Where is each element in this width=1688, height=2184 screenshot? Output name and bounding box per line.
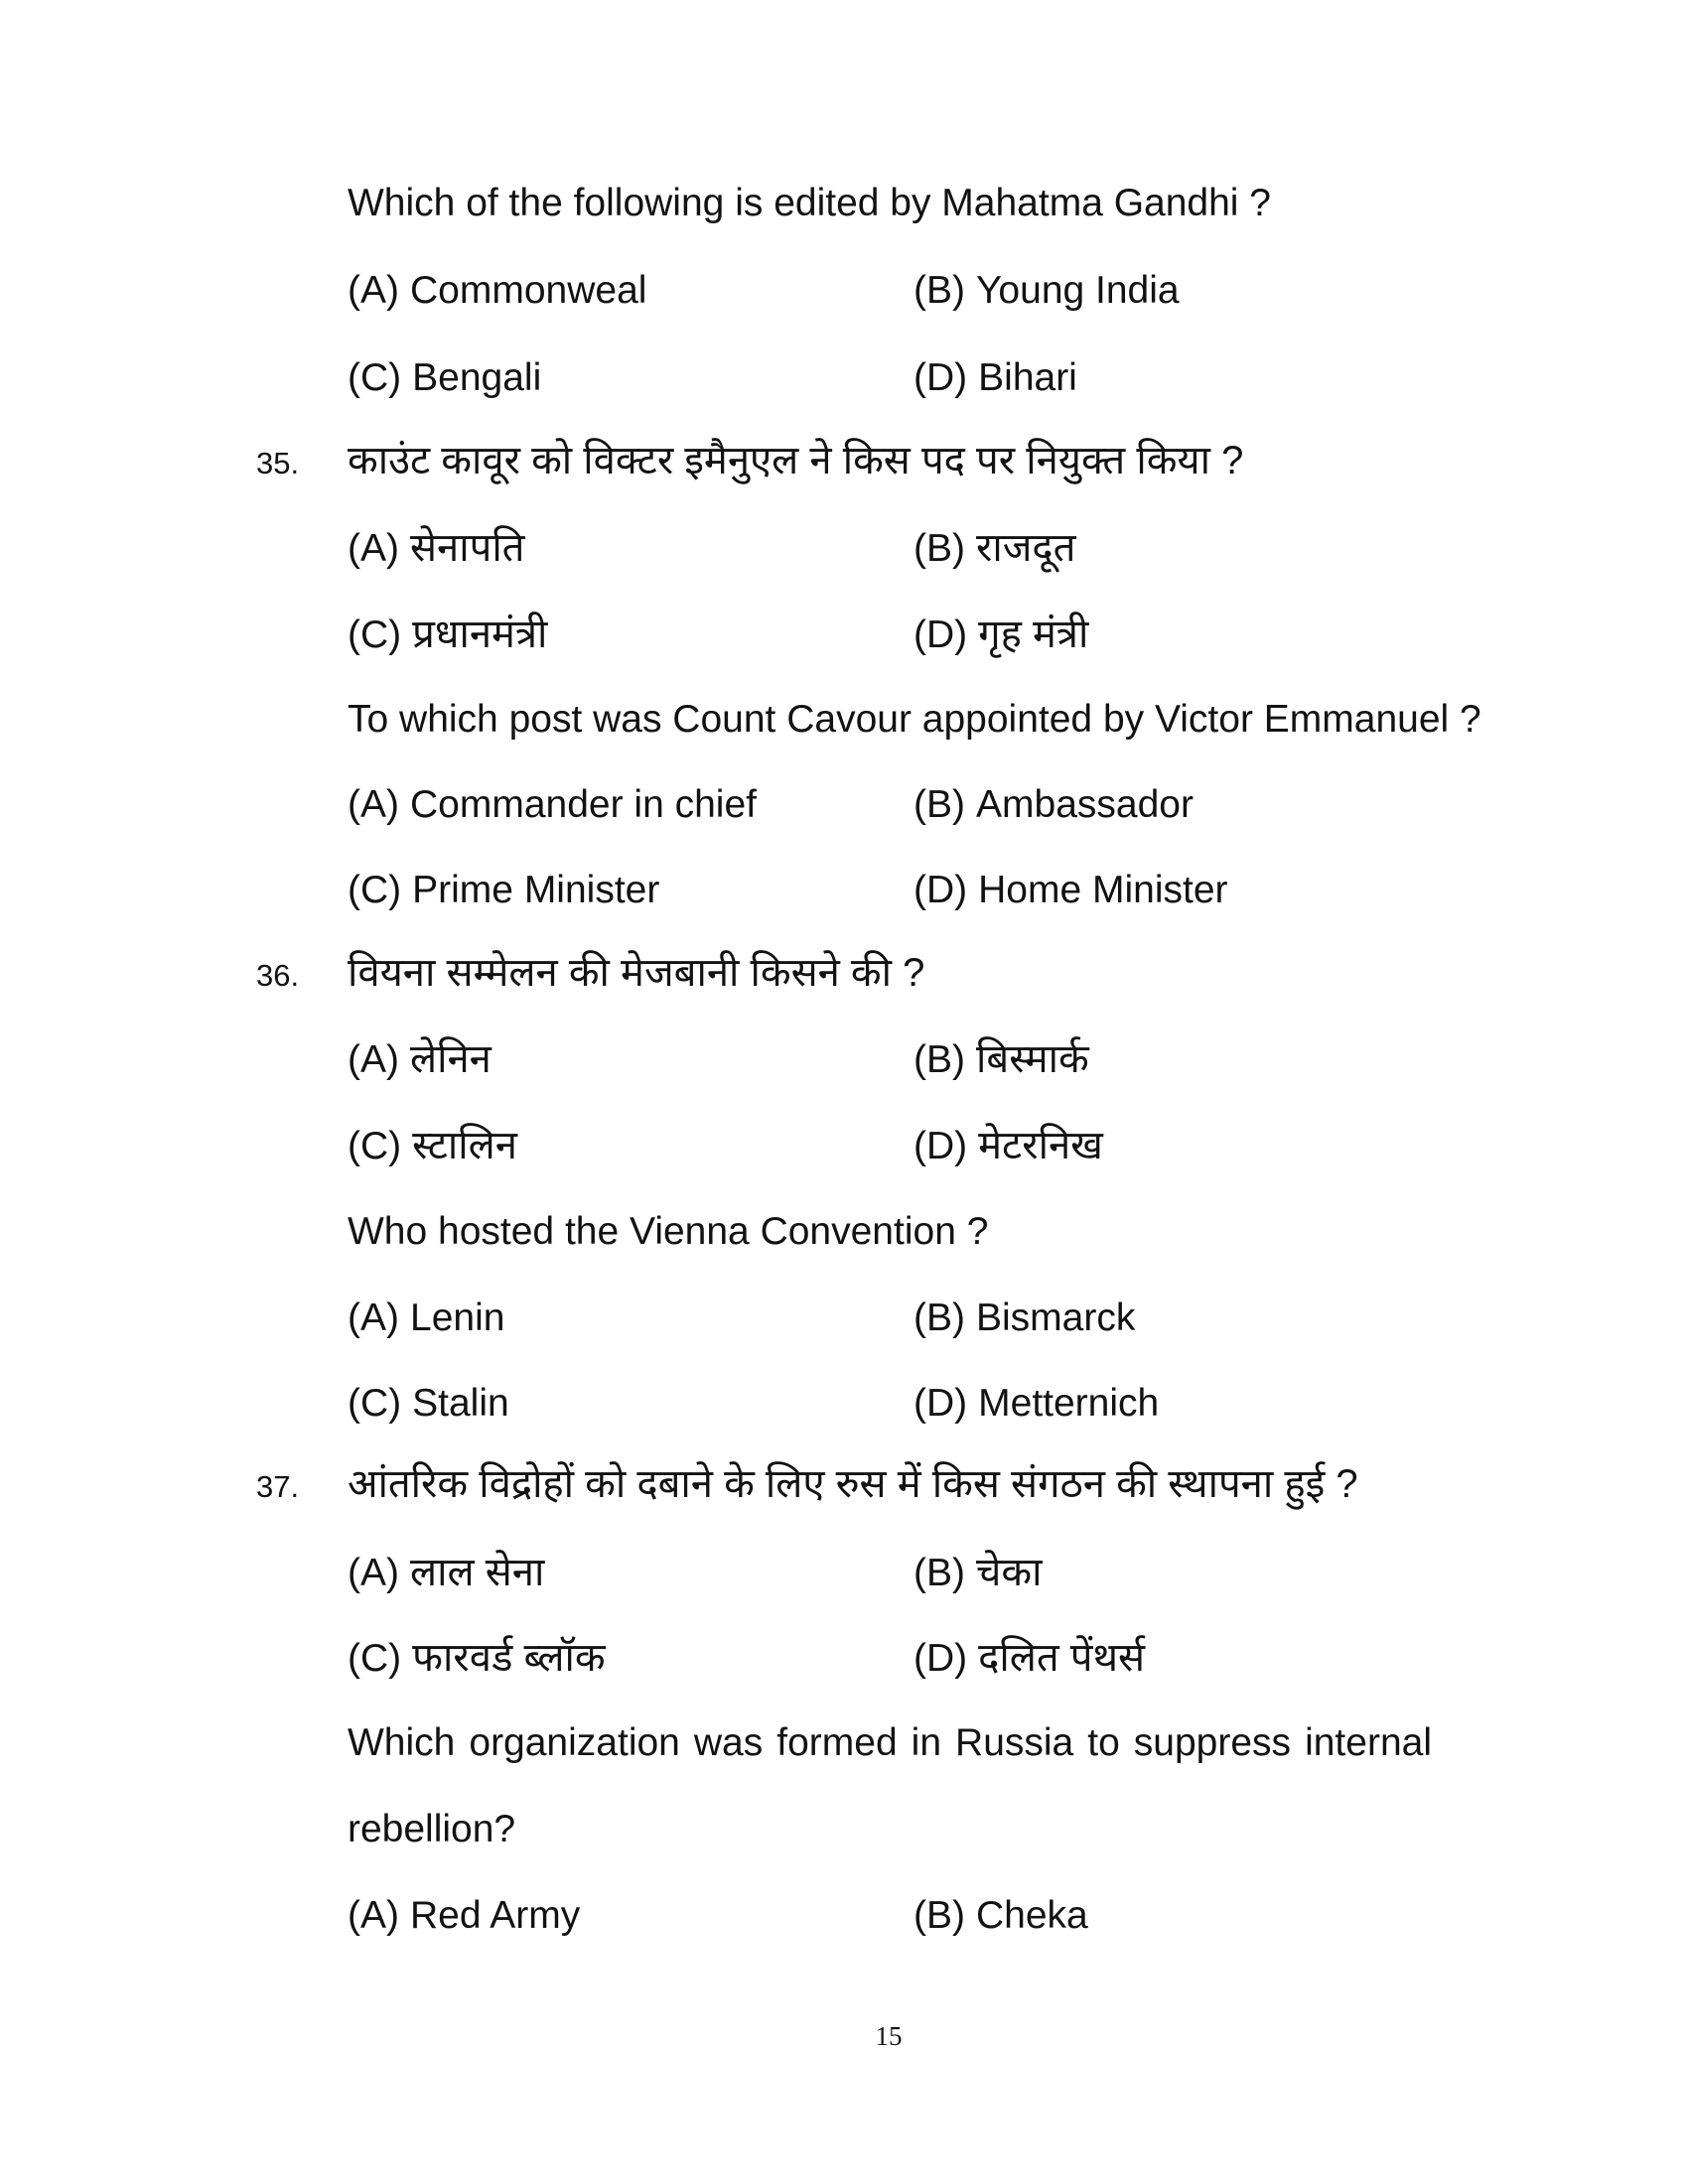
option-text: फारवर्ड ब्लॉक: [412, 1636, 606, 1680]
option-text: Cheka: [976, 1894, 1088, 1937]
option-b: [914, 1894, 1088, 1939]
option-label: (C): [348, 356, 402, 399]
option-label: (D): [914, 1382, 968, 1425]
question-text-hindi: काउंट कावूर को विक्टर इमैनुएल ने किस पद पर नियुक्त किया ?: [348, 439, 1244, 482]
option-label: (B): [914, 1038, 965, 1081]
option-c: [348, 1635, 606, 1682]
option-d: [914, 1635, 1145, 1682]
option-text: प्रधानमंत्री: [412, 613, 548, 656]
option-label: (C): [348, 869, 402, 911]
option-b: [914, 783, 1194, 828]
page-number: 15: [875, 2021, 903, 2051]
option-text: Bismarck: [976, 1297, 1136, 1339]
option-label: (C): [348, 614, 402, 656]
option-label: (A): [348, 1038, 399, 1081]
option-text: Metternich: [978, 1382, 1160, 1425]
option-b: [914, 1297, 1135, 1341]
option-c: [348, 356, 541, 401]
option-text: सेनापति: [410, 526, 525, 570]
question-text-hindi: आंतरिक विद्रोहों को दबाने के लिए रुस में किस संगठन की स्थापना हुई ?: [348, 1462, 1358, 1506]
option-d: [914, 612, 1088, 658]
option-label: (D): [914, 614, 968, 656]
option-text: Commander in chief: [410, 783, 757, 826]
option-text: राजदूत: [976, 526, 1076, 570]
option-text: Ambassador: [976, 783, 1194, 826]
option-text: चेका: [976, 1551, 1043, 1594]
option-label: (B): [914, 1894, 965, 1937]
option-a: [348, 1297, 504, 1341]
option-c: [348, 1123, 517, 1169]
option-a: [348, 525, 524, 572]
option-text: Bihari: [978, 356, 1077, 399]
question-number: 36.: [256, 958, 300, 993]
option-label: (C): [348, 1382, 402, 1425]
option-b: [914, 1550, 1042, 1596]
option-label: (B): [914, 269, 965, 312]
option-label: (D): [914, 356, 968, 399]
option-label: (A): [348, 527, 399, 570]
option-text: लेनिन: [410, 1037, 492, 1081]
option-label: (A): [348, 1297, 399, 1339]
question-text-english: Which of the following is edited by Mahatma Gandhi ?: [348, 182, 1272, 224]
option-text: Stalin: [412, 1382, 509, 1425]
option-label: (B): [914, 527, 965, 570]
option-label: (A): [348, 1894, 399, 1937]
option-text: स्टालिन: [412, 1124, 517, 1167]
option-label: (B): [914, 1552, 965, 1594]
option-b: [914, 525, 1075, 572]
question-number: 35.: [256, 446, 300, 480]
option-text: Young India: [976, 269, 1180, 312]
option-a: [348, 1550, 544, 1596]
option-label: (B): [914, 783, 965, 826]
option-b: [914, 1036, 1089, 1083]
option-d: [914, 1382, 1159, 1427]
option-c: [348, 1382, 509, 1427]
option-a: [348, 269, 646, 314]
question-text-english: To which post was Count Cavour appointed by Victor Emmanuel ?: [348, 698, 1481, 741]
option-label: (A): [348, 1552, 399, 1594]
option-label: (D): [914, 1637, 968, 1680]
option-a: [348, 783, 757, 828]
option-label: (A): [348, 269, 399, 312]
option-text: लाल सेना: [410, 1551, 545, 1594]
question-number: 37.: [256, 1469, 300, 1504]
question-text-english-continued: rebellion?: [348, 1808, 516, 1850]
option-text: Lenin: [410, 1297, 505, 1339]
option-text: Prime Minister: [412, 869, 660, 911]
question-text-english: Who hosted the Vienna Convention ?: [348, 1210, 989, 1253]
option-d: [914, 869, 1228, 913]
page-footer: [348, 2021, 1430, 2052]
option-label: (A): [348, 783, 399, 826]
option-a: [348, 1036, 492, 1083]
question-text-english: Which organization was formed in Russia to suppress internal: [348, 1721, 1432, 1764]
option-b: [914, 269, 1180, 314]
option-text: Commonweal: [410, 269, 647, 312]
option-text: Red Army: [410, 1894, 581, 1937]
question-text-hindi: वियना सम्मेलन की मेजबानी किसने की ?: [348, 951, 925, 995]
option-a: [348, 1894, 580, 1939]
option-text: Bengali: [412, 356, 542, 399]
option-c: [348, 869, 659, 913]
option-label: (C): [348, 1637, 402, 1680]
option-text: गृह मंत्री: [978, 613, 1089, 656]
option-text: दलित पेंथर्स: [978, 1636, 1146, 1680]
option-label: (D): [914, 869, 968, 911]
option-c: [348, 612, 547, 658]
option-label: (B): [914, 1297, 965, 1339]
option-label: (D): [914, 1125, 968, 1167]
option-label: (C): [348, 1125, 402, 1167]
option-text: मेटरनिख: [978, 1124, 1103, 1167]
option-d: [914, 356, 1077, 401]
option-text: Home Minister: [978, 869, 1228, 911]
option-d: [914, 1123, 1103, 1169]
option-text: बिस्मार्क: [976, 1037, 1089, 1081]
